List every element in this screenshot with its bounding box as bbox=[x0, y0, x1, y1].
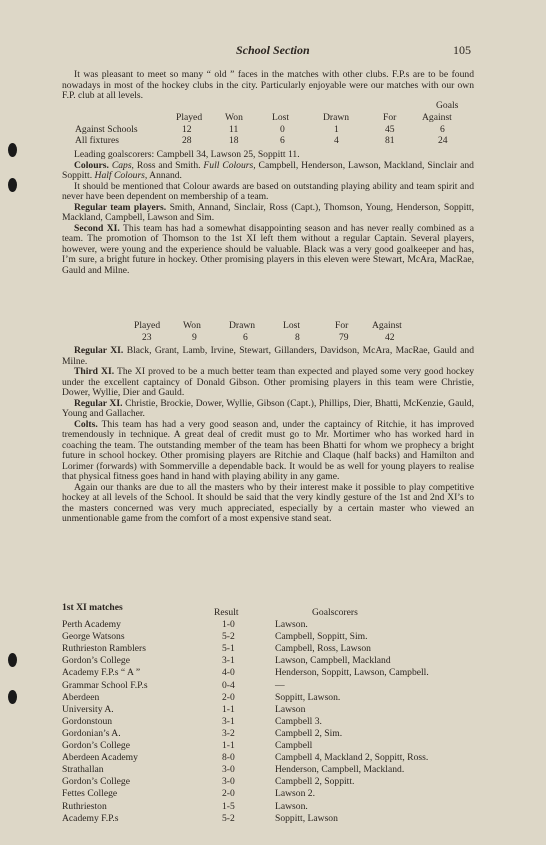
goalscorers-cell: — bbox=[275, 679, 285, 691]
col-header-won: Won bbox=[183, 320, 201, 331]
opponent-cell: Strathallan bbox=[62, 764, 104, 776]
table-row bbox=[62, 776, 482, 788]
cell-played: 28 bbox=[182, 135, 192, 146]
results-summary-table bbox=[0, 100, 546, 150]
cell-against: 24 bbox=[438, 135, 448, 146]
table-row bbox=[62, 728, 482, 740]
table-row bbox=[62, 643, 482, 655]
page-header bbox=[0, 43, 546, 59]
cell-for: 81 bbox=[385, 135, 395, 146]
goalscorers-cell: Campbell 3. bbox=[275, 715, 322, 727]
third-regular-paragraph: Regular XI. Christie, Brockie, Dower, Wyllie, Gibson (Capt.), Phillips, Dier, Bhatti, McKenzie, Gauld, Young and Gallacher. bbox=[62, 397, 475, 419]
table-row bbox=[62, 619, 482, 631]
result-cell: 2-0 bbox=[222, 788, 235, 800]
table-row bbox=[62, 667, 482, 679]
punch-hole bbox=[8, 178, 17, 192]
goalscorers-cell: Campbell, Soppitt, Sim. bbox=[275, 631, 368, 643]
opponent-cell: Gordon’s College bbox=[62, 740, 130, 752]
goalscorers-cell: Campbell bbox=[275, 740, 313, 752]
table-row bbox=[62, 801, 482, 813]
punch-hole bbox=[8, 690, 17, 704]
cell-won: 9 bbox=[192, 332, 197, 343]
opponent-cell: Fettes College bbox=[62, 788, 118, 800]
colours-paragraph: Colours. Caps, Ross and Smith. Full Colours, Campbell, Henderson, Lawson, Mackland, Sinclair and Soppitt. Half Colours, Annand. bbox=[62, 159, 474, 181]
col-header-played: Played bbox=[134, 320, 161, 331]
opponent-cell: Perth Academy bbox=[62, 619, 121, 631]
table-row bbox=[62, 740, 482, 752]
page-number: 105 bbox=[453, 43, 471, 57]
goalscorers-cell: Campbell, Ross, Lawson bbox=[275, 643, 371, 655]
col-header-for: For bbox=[383, 112, 397, 123]
goalscorers-cell: Lawson bbox=[275, 703, 306, 715]
cell-played: 12 bbox=[182, 124, 192, 135]
third-xi-paragraph: Third XI. The XI proved to be a much better team than expected and played some very good hockey under the excellent captaincy of Donald Gibson. Other promising players in this team were Christie, Dower, Wyllie, Dier and Gauld. bbox=[62, 366, 474, 398]
opponent-cell: Academy F.P.s “ A ” bbox=[62, 667, 141, 679]
result-cell: 5-2 bbox=[222, 631, 235, 643]
goalscorers-cell: Henderson, Campbell, Mackland. bbox=[275, 764, 405, 776]
cell-won: 18 bbox=[229, 135, 239, 146]
opponent-cell: University A. bbox=[62, 703, 114, 715]
goalscorers-line: Leading goalscorers: Campbell 34, Lawson 25, Soppitt 11. bbox=[74, 149, 300, 160]
cell-lost: 0 bbox=[280, 124, 285, 135]
cell-won: 11 bbox=[229, 124, 239, 135]
second-xi-table bbox=[0, 320, 546, 344]
result-cell: 1-5 bbox=[222, 800, 235, 812]
intro-text: It was pleasant to meet so many “ old ” faces in the matches with other clubs. F.P.s are to be found nowadays in most of the hockey clubs in the city. Particularly enjoyable were our matches with our own F.P. club at all levels. bbox=[62, 69, 474, 101]
colour-awards-paragraph: It should be mentioned that Colour awards are based on outstanding playing ability and team spirit and never have been dependent on membership of a team. bbox=[62, 180, 474, 202]
col-header-drawn: Drawn bbox=[229, 320, 256, 331]
result-cell: 3-2 bbox=[222, 727, 235, 739]
goalscorers-cell: Campbell 2, Soppitt. bbox=[275, 776, 355, 788]
opponent-cell: Aberdeen bbox=[62, 691, 100, 703]
table-row bbox=[62, 716, 482, 728]
result-cell: 8-0 bbox=[222, 752, 235, 764]
matches-header-row bbox=[62, 602, 482, 619]
result-cell: 3-0 bbox=[222, 764, 235, 776]
col-header-played: Played bbox=[176, 112, 203, 123]
table-row bbox=[62, 704, 482, 716]
table-row bbox=[62, 813, 482, 825]
opponent-cell: Gordonstoun bbox=[62, 715, 113, 727]
cell-for: 79 bbox=[339, 332, 349, 343]
opponent-cell: Gordonian’s A. bbox=[62, 727, 121, 739]
goalscorers-cell: Henderson, Soppitt, Lawson, Campbell. bbox=[275, 667, 429, 679]
cell-played: 23 bbox=[142, 332, 152, 343]
cell-against: 42 bbox=[385, 332, 395, 343]
result-cell: 0-4 bbox=[222, 679, 235, 691]
result-cell: 5-1 bbox=[222, 643, 235, 655]
col-header-against: Against bbox=[372, 320, 402, 331]
opponent-cell: Aberdeen Academy bbox=[62, 752, 138, 764]
punch-hole bbox=[8, 653, 17, 667]
opponent-cell: Academy F.P.s bbox=[62, 812, 119, 824]
table-row bbox=[62, 764, 482, 776]
goalscorers-cell: Soppitt, Lawson. bbox=[275, 691, 341, 703]
cell-drawn: 4 bbox=[334, 135, 339, 146]
second-regular-paragraph: Regular XI. Black, Grant, Lamb, Irvine, Stewart, Gillanders, Davidson, McAra, MacRae, Gauld and Milne. bbox=[62, 345, 475, 367]
goals-header: Goals bbox=[436, 100, 459, 111]
goalscorers-header: Goalscorers bbox=[312, 607, 358, 618]
col-header-against: Against bbox=[422, 112, 452, 123]
regular-team-paragraph: Regular team players. Smith, Annand, Sinclair, Ross (Capt.), Thomson, Young, Henderson, Soppitt, Mackland, Campbell, Lawson and Sim. bbox=[62, 201, 474, 223]
result-cell: 3-1 bbox=[222, 655, 235, 667]
second-xi-paragraph: Second XI. This team has had a somewhat disappointing season and has never really combined as a team. The promotion of Thomson to the 1st XI left them without a regular Captain. Several players, however, were young and the experience should be valuable. Black was a very good goalkeeper and has, I’m sure, a bright future in hockey. Other promising players in this eleven were Stewart, McAra, MacRae, Gauld and Milne. bbox=[62, 222, 474, 276]
cell-drawn: 6 bbox=[243, 332, 248, 343]
cell-drawn: 1 bbox=[334, 124, 339, 135]
intro-paragraph bbox=[62, 70, 474, 102]
body-block-2 bbox=[62, 346, 474, 525]
result-header: Result bbox=[214, 607, 239, 618]
matches-heading: 1st XI matches bbox=[62, 602, 123, 613]
goalscorers-cell: Soppitt, Lawson bbox=[275, 812, 338, 824]
col-header-lost: Lost bbox=[272, 112, 290, 123]
cell-against: 6 bbox=[440, 124, 445, 135]
cell-for: 45 bbox=[385, 124, 395, 135]
result-cell: 4-0 bbox=[222, 667, 235, 679]
goalscorers-cell: Lawson, Campbell, Mackland bbox=[275, 655, 391, 667]
result-cell: 1-0 bbox=[222, 619, 235, 631]
table-row bbox=[62, 631, 482, 643]
opponent-cell: Ruthrieston Ramblers bbox=[62, 643, 146, 655]
table-row bbox=[62, 655, 482, 667]
opponent-cell: Gordon’s College bbox=[62, 655, 130, 667]
opponent-cell: Grammar School F.P.s bbox=[62, 679, 148, 691]
table-row bbox=[62, 788, 482, 800]
result-cell: 1-1 bbox=[222, 740, 235, 752]
goalscorers-cell: Campbell 4, Mackland 2, Soppitt, Ross. bbox=[275, 752, 429, 764]
opponent-cell: Ruthrieston bbox=[62, 800, 107, 812]
goalscorers-cell: Lawson. bbox=[275, 619, 308, 631]
body-block-1 bbox=[62, 150, 474, 276]
goalscorers-cell: Lawson. bbox=[275, 800, 308, 812]
result-cell: 2-0 bbox=[222, 691, 235, 703]
goalscorers-cell: Campbell 2, Sim. bbox=[275, 727, 343, 739]
table-row bbox=[62, 752, 482, 764]
cell-lost: 6 bbox=[280, 135, 285, 146]
first-xi-matches-table bbox=[62, 602, 482, 825]
opponent-cell: Gordon’s College bbox=[62, 776, 130, 788]
row-label: All fixtures bbox=[75, 135, 119, 146]
section-title: School Section bbox=[236, 43, 310, 57]
result-cell: 1-1 bbox=[222, 703, 235, 715]
col-header-won: Won bbox=[225, 112, 243, 123]
col-header-lost: Lost bbox=[283, 320, 301, 331]
opponent-cell: George Watsons bbox=[62, 631, 125, 643]
col-header-drawn: Drawn bbox=[323, 112, 350, 123]
row-label: Against Schools bbox=[75, 124, 138, 135]
colts-paragraph: Colts. This team has had a very good season and, under the captaincy of Ritchie, it has improved tremendously in technique. A great deal of credit must go to Mr. Mortimer who has worked hard in coaching the team. The outstanding member of the team has been Bhatti for whom we prophecy a bright future in school hockey. Other promising players are Ritchie and Claque (half backs) and Hamilton and Lorimer (forwards) with Sommerville a dependable back. It would be as well for young players to realise that physical fitness goes hand in hand with playing ability in any game. bbox=[62, 418, 474, 482]
table-row bbox=[62, 692, 482, 704]
result-cell: 5-2 bbox=[222, 812, 235, 824]
col-header-for: For bbox=[335, 320, 349, 331]
goalscorers-cell: Lawson 2. bbox=[275, 788, 315, 800]
cell-lost: 8 bbox=[295, 332, 300, 343]
result-cell: 3-1 bbox=[222, 715, 235, 727]
result-cell: 3-0 bbox=[222, 776, 235, 788]
table-row bbox=[62, 680, 482, 692]
thanks-paragraph: Again our thanks are due to all the masters who by their interest make it possible to play competitive hockey at all levels of the School. It should be said that the very kindly gesture of the 1st and 2nd XI’s to the masters concerned was very much appreciated, especially by a certain master who viewed an unmentionable game from the comfort of a most expensive stand seat. bbox=[62, 481, 474, 524]
